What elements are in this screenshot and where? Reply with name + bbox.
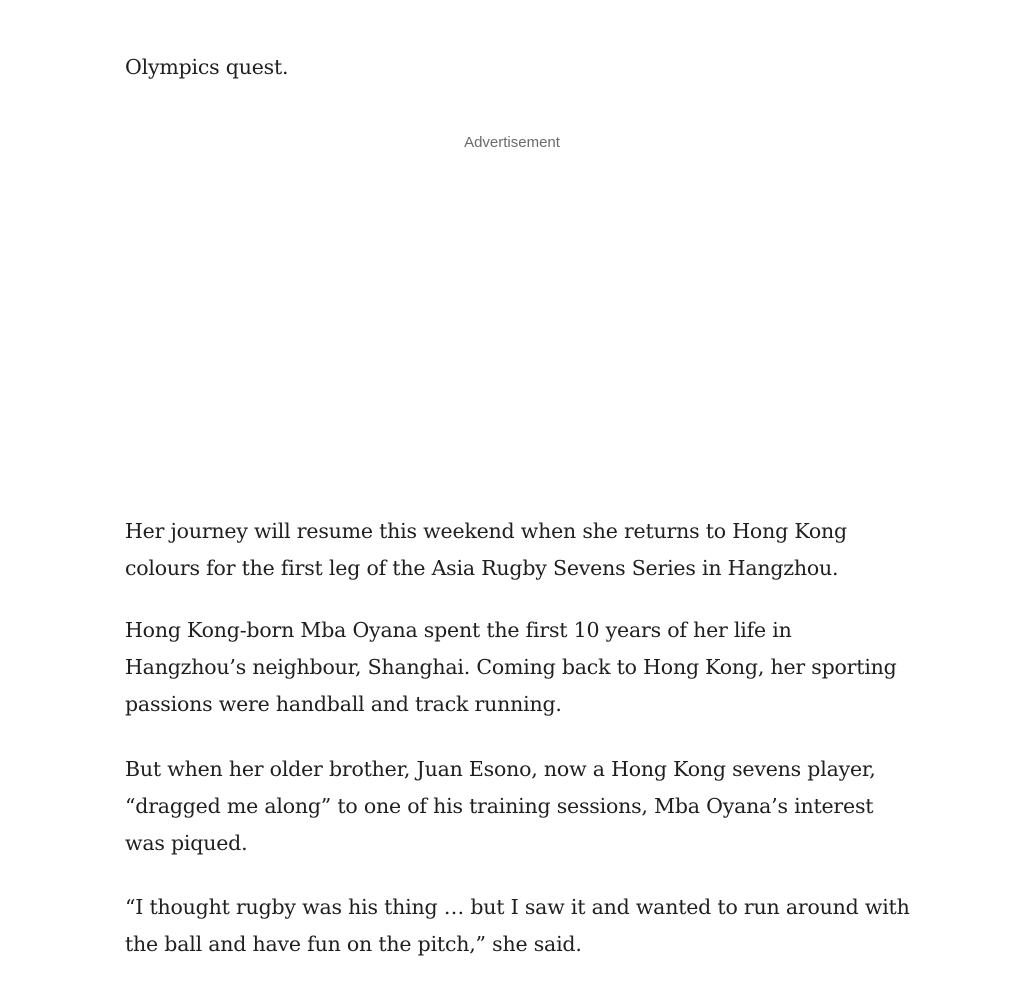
advertisement-label: Advertisement — [464, 134, 560, 151]
article-paragraph: But when her older brother, Juan Esono, now a Hong Kong sevens player, “dragged me along” to one of his training sessions, Mba Oyana’s interest was piqued. — [125, 757, 876, 855]
article-paragraph: Hong Kong-born Mba Oyana spent the first 10 years of her life in Hangzhou’s neighbour, Shanghai. Coming back to Hong Kong, her sporting passions were handball and track running. — [125, 618, 897, 716]
article-paragraph-lead: Olympics quest. — [125, 55, 289, 79]
article-paragraph: Her journey will resume this weekend when she returns to Hong Kong colours for the first leg of the Asia Rugby Sevens Series in Hangzhou. — [125, 519, 847, 580]
advertisement-slot[interactable] — [125, 158, 899, 488]
article-paragraph: “I thought rugby was his thing … but I saw it and wanted to run around with the ball and have fun on the pitch,” she said. — [125, 895, 910, 956]
advertisement-block — [125, 128, 899, 488]
